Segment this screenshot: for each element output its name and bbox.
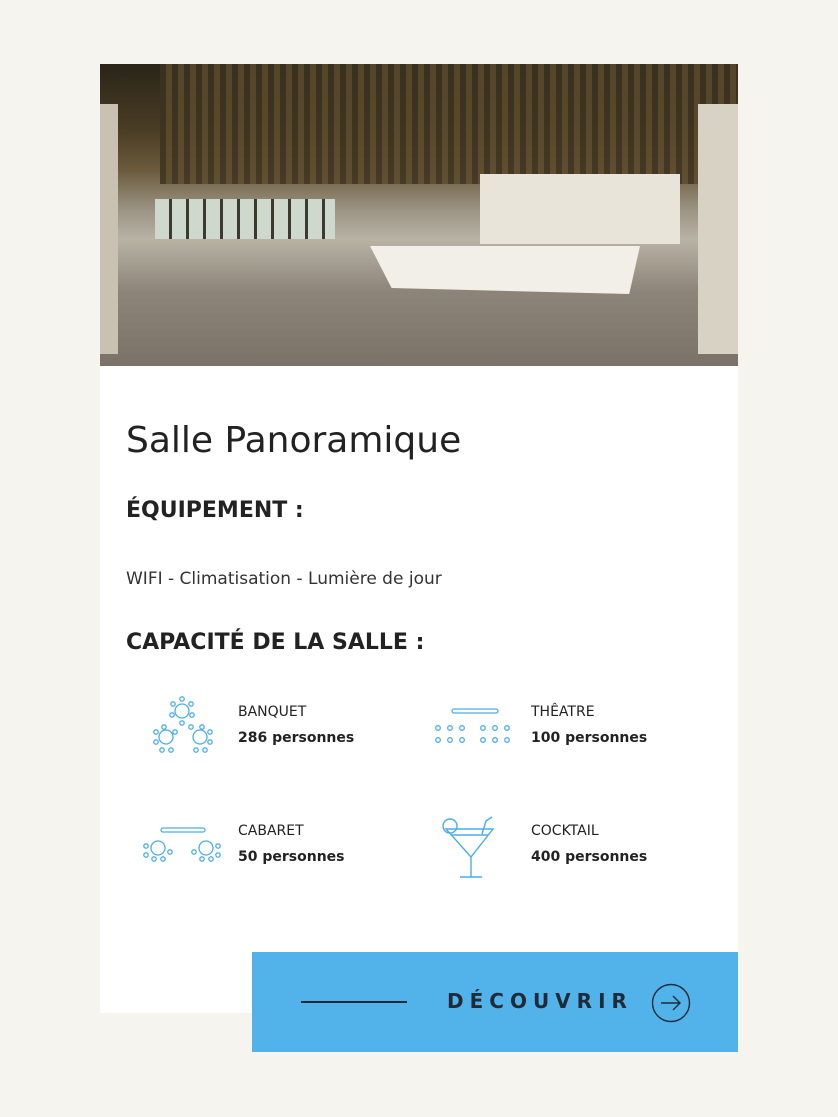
room-title: Salle Panoramique xyxy=(126,420,462,461)
equipment-list: WIFI - Climatisation - Lumière de jour xyxy=(126,569,442,589)
capacity-label: COCKTAIL xyxy=(531,823,599,839)
theatre-icon xyxy=(419,694,519,758)
capacity-value: 400 personnes xyxy=(531,849,648,865)
capacity-label: BANQUET xyxy=(238,704,307,720)
capacity-heading: CAPACITÉ DE LA SALLE : xyxy=(126,630,425,655)
room-card xyxy=(100,64,738,1013)
banquet-icon xyxy=(126,694,226,758)
discover-button[interactable] xyxy=(252,952,738,1052)
discover-label: DÉCOUVRIR xyxy=(447,989,633,1013)
capacity-theatre xyxy=(419,694,679,764)
decorative-line xyxy=(301,1001,407,1003)
capacity-value: 50 personnes xyxy=(238,849,345,865)
room-photo xyxy=(100,64,738,366)
capacity-value: 100 personnes xyxy=(531,730,648,746)
capacity-cocktail xyxy=(419,813,679,883)
capacity-banquet xyxy=(126,694,386,764)
capacity-value: 286 personnes xyxy=(238,730,355,746)
cocktail-icon xyxy=(419,813,519,883)
capacity-label: THÊATRE xyxy=(531,704,595,720)
cabaret-icon xyxy=(126,813,226,877)
equipment-heading: ÉQUIPEMENT : xyxy=(126,498,304,523)
arrow-right-circle-icon xyxy=(651,983,691,1023)
capacity-cabaret xyxy=(126,813,386,883)
capacity-label: CABARET xyxy=(238,823,304,839)
